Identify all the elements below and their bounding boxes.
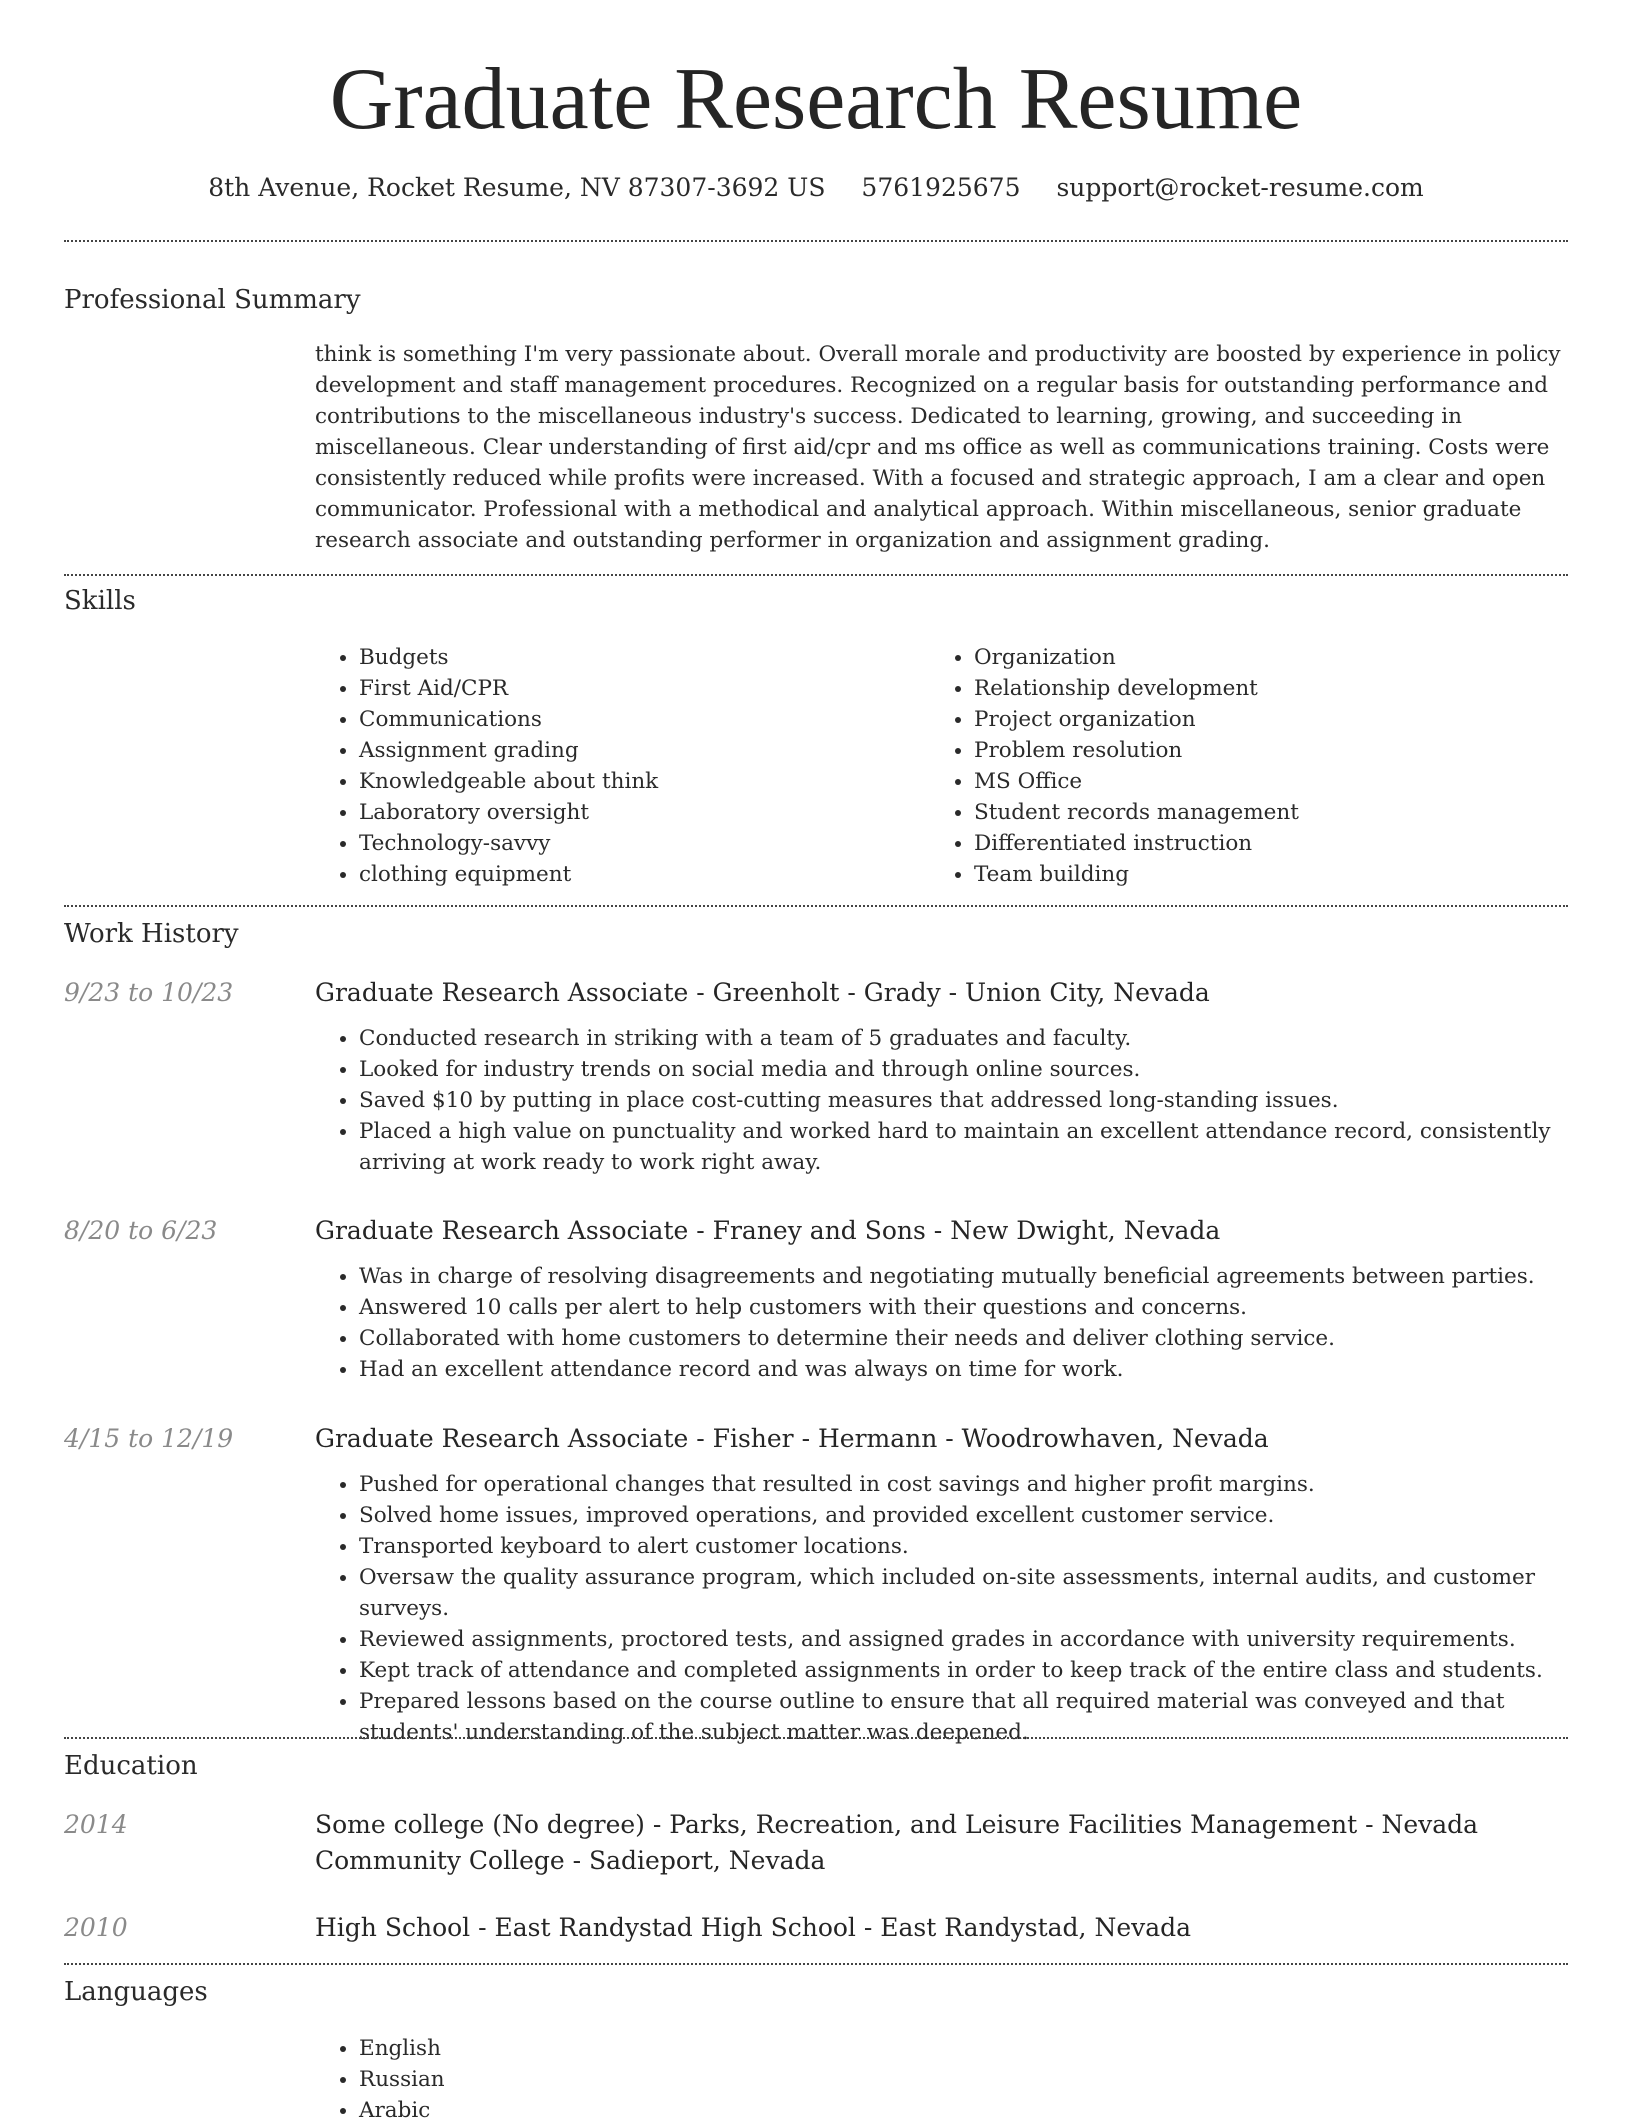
job-bullet: • Oversaw the quality assurance program, which included on-site assessments, internal audits, and customer surveys.: [359, 1562, 1568, 1624]
section-divider: [64, 905, 1568, 907]
skills-right-column: [930, 642, 1530, 890]
summary-text: think is something I'm very passionate about. Overall morale and productivity are boosted by experience in policy development and staff management procedures. Recognized on a regular basis for outstanding performance and contributions to the miscellaneous industry's success. Dedicated to learning, growing, and succeeding in miscellaneous. Clear understanding of first aid/cpr and ms office as well as communications training. Costs were consistently reduced while profits were increased. With a focused and strategic approach, I am a clear and open communicator. Professional with a methodical and analytical approach. Within miscellaneous, senior graduate research associate and outstanding performer in organization and assignment grading.: [315, 342, 1561, 553]
languages-heading: Languages: [64, 1977, 208, 2007]
job-title: Graduate Research Associate - Franey and Sons - New Dwight, Nevada: [315, 1216, 1221, 1245]
job-title: Graduate Research Associate - Fisher - Hermann - Woodrowhaven, Nevada: [315, 1424, 1269, 1453]
job-bullet: • Looked for industry trends on social media and through online sources.: [359, 1054, 1568, 1085]
job-bullet: • Was in charge of resolving disagreements and negotiating mutually beneficial agreements between parties.: [359, 1261, 1568, 1292]
education-year: 2010: [64, 1913, 128, 1942]
summary-block: [315, 339, 1568, 556]
job-entry: [315, 975, 1568, 1178]
job-bullet: • Prepared lessons based on the course outline to ensure that all required material was conveyed and that students' understanding of the subject matter was deepened.: [359, 1686, 1568, 1748]
job-bullet: • Saved $10 by putting in place cost-cutting measures that addressed long-standing issues.: [359, 1085, 1568, 1116]
resume-title: Graduate Research Resume: [329, 51, 1303, 148]
job-bullet: • Kept track of attendance and completed assignments in order to keep track of the entire class and students.: [359, 1655, 1568, 1686]
education-text: Some college (No degree) - Parks, Recreation, and Leisure Facilities Management - Nevada Community College - Sadieport, Nevada: [315, 1810, 1479, 1875]
education-entry: [315, 1807, 1568, 1879]
skill-item: • Knowledgeable about think: [359, 766, 915, 797]
language-item: • Russian: [359, 2064, 1568, 2095]
section-divider: [64, 574, 1568, 576]
skill-item: • Relationship development: [974, 673, 1530, 704]
education-year: 2014: [64, 1810, 128, 1839]
job-bullet: • Pushed for operational changes that resulted in cost savings and higher profit margins.: [359, 1469, 1568, 1500]
languages-block: [315, 2033, 1568, 2126]
skill-item: • Problem resolution: [974, 735, 1530, 766]
summary-heading: Professional Summary: [64, 285, 361, 315]
skill-item: • MS Office: [974, 766, 1530, 797]
job-bullet: • Answered 10 calls per alert to help customers with their questions and concerns.: [359, 1292, 1568, 1323]
job-entry: [315, 1421, 1568, 1748]
language-item: • English: [359, 2033, 1568, 2064]
education-text: High School - East Randystad High School - East Randystad, Nevada: [315, 1913, 1192, 1942]
skill-item: • Student records management: [974, 797, 1530, 828]
job-dates: 4/15 to 12/19: [64, 1424, 234, 1453]
skill-item: • Technology-savvy: [359, 828, 915, 859]
education-entry: [315, 1910, 1568, 1946]
section-divider: [64, 240, 1568, 242]
job-entry: [315, 1213, 1568, 1385]
job-dates: 9/23 to 10/23: [64, 978, 234, 1007]
job-bullet: • Collaborated with home customers to determine their needs and deliver clothing service.: [359, 1323, 1568, 1354]
skills-heading: Skills: [64, 586, 136, 616]
skill-item: • First Aid/CPR: [359, 673, 915, 704]
skill-item: • Budgets: [359, 642, 915, 673]
contact-address: 8th Avenue, Rocket Resume, NV 87307-3692 US: [208, 173, 826, 202]
job-bullet: • Had an excellent attendance record and was always on time for work.: [359, 1354, 1568, 1385]
contact-line: [0, 170, 1632, 206]
job-title: Graduate Research Associate - Greenholt - Grady - Union City, Nevada: [315, 978, 1210, 1007]
work-heading: Work History: [64, 919, 239, 949]
section-divider: [64, 1737, 1568, 1739]
skill-item: • clothing equipment: [359, 859, 915, 890]
job-bullet: • Transported keyboard to alert customer locations.: [359, 1531, 1568, 1562]
skill-item: • Laboratory oversight: [359, 797, 915, 828]
section-divider: [64, 1963, 1568, 1965]
skill-item: • Organization: [974, 642, 1530, 673]
skill-item: • Assignment grading: [359, 735, 915, 766]
contact-email: support@rocket-resume.com: [1056, 173, 1424, 202]
skill-item: • Differentiated instruction: [974, 828, 1530, 859]
contact-phone: 5761925675: [861, 173, 1021, 202]
education-heading: Education: [64, 1751, 198, 1781]
skill-item: • Project organization: [974, 704, 1530, 735]
skills-left-column: [315, 642, 915, 890]
language-item: • Arabic: [359, 2095, 1568, 2126]
skill-item: • Team building: [974, 859, 1530, 890]
job-bullet: • Solved home issues, improved operations, and provided excellent customer service.: [359, 1500, 1568, 1531]
job-dates: 8/20 to 6/23: [64, 1216, 218, 1245]
skill-item: • Communications: [359, 704, 915, 735]
job-bullet: • Placed a high value on punctuality and worked hard to maintain an excellent attendance record, consistently arriving at work ready to work right away.: [359, 1116, 1568, 1178]
job-bullet: • Conducted research in striking with a team of 5 graduates and faculty.: [359, 1023, 1568, 1054]
job-bullet: • Reviewed assignments, proctored tests, and assigned grades in accordance with university requirements.: [359, 1624, 1568, 1655]
